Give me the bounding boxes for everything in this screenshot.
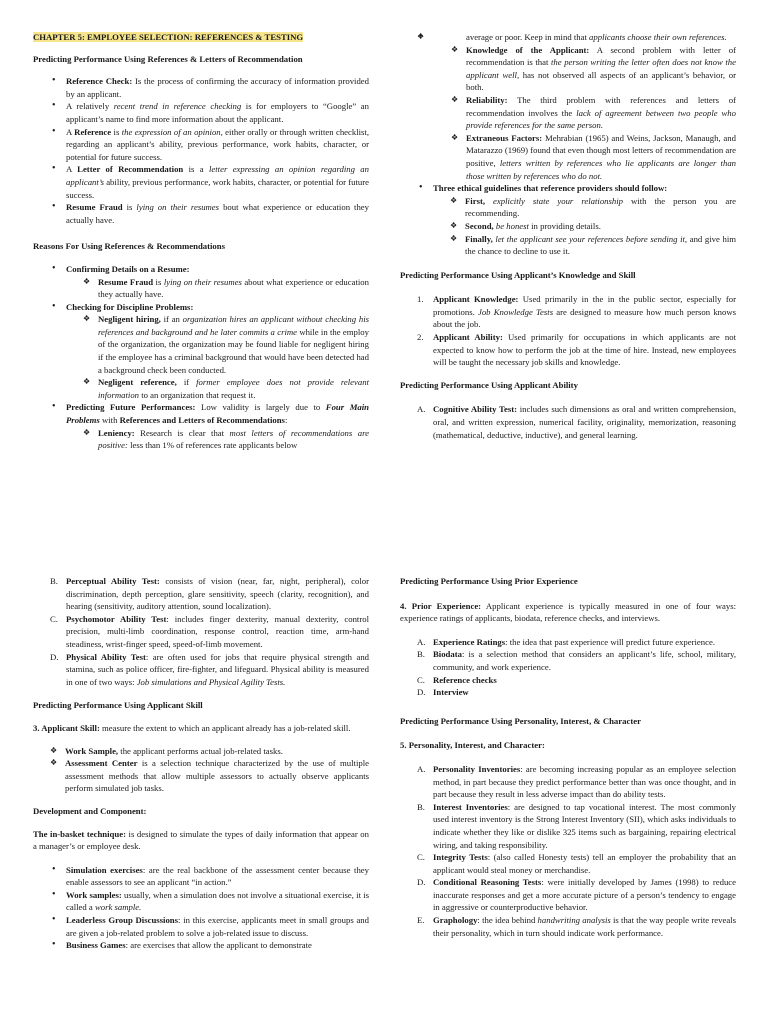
list-item: 1. Applicant Knowledge: Used primarily in the in the public sector, especially for promotions. Job Knowledge Tests are designed to measure how much person knows about the job. [417, 294, 737, 330]
personality-intro: 5. Personality, Interest, and Character: [400, 740, 545, 751]
problems-list [434, 44, 736, 183]
ability-list-a [400, 403, 736, 441]
list-item: ❖ First, explicitly state your relationship with the person you are recommending. [433, 195, 736, 220]
development-list [33, 864, 369, 952]
list-item: • Business Games: are exercises that allow the applicant to demonstrate [33, 939, 369, 952]
section-title-skill: Predicting Performance Using Applicant Skill [33, 700, 203, 711]
list-item: • Three ethical guidelines that reference providers should follow: ❖ First, explicitly state your relationship with the person you are recommending. ❖ Second, be honest in providing details. ❖ Finally, let the applicant see your references before sending it, and give him the chance to decline to use it. [400, 182, 736, 258]
list-item: ❖ Knowledge of the Applicant: A second problem with letter of recommendation is that the person writing the letter often does not know the applicant well, has not observed all aspects of an applicant’s behavior, or both. [434, 44, 736, 94]
list-item: ❖ Reliability: The third problem with references and letters of recommendation involves the lack of agreement between two people who provide references for the same person. [434, 94, 736, 132]
page2-right-column [400, 575, 736, 939]
page1-left-column [33, 31, 369, 452]
list-item: • A Letter of Recommendation is a letter expressing an opinion regarding an applicant’s ability, previous performance, work habits, character, or potential for future success. [33, 163, 369, 201]
list-item: • Predicting Future Performances: Low validity is largely due to Four Main Problems with References and Letters of Recommendations: ❖ Leniency: Research is clear that most letters of recommendations are positive: less than 1% of references rate applicants below [33, 401, 369, 451]
list-item: • Checking for Discipline Problems: ❖ Negligent hiring, if an organization hires an applicant without checking his references and background and he later commits a crime while in the employ of the organization, the organization may be found liable for negligent hiring if the employee has a criminal background that would have been detected had a background check been conducted. ❖ Negligent reference, if former employee does not provide relevant information to an organization that request it. [33, 301, 369, 402]
list-item: D. Physical Ability Test: are often used for jobs that require physical strength and stamina, such as police officer, fire-fighter, and lifeguard. Physical ability is measured in one of two ways: Job simulations and Physical Agility Tests. [50, 651, 370, 687]
ability-list-continued [33, 575, 369, 688]
prior-intro: 4. Prior Experience: Applicant experience is typically measured in one of four ways: experience ratings of applicants, biodata, reference checks, and interviews. [400, 600, 736, 624]
page1-right-column [400, 31, 736, 441]
ethical-list [400, 182, 736, 258]
list-item: ❖ Work Sample, the applicant performs actual job-related tasks. [33, 745, 369, 758]
inbasket-paragraph: The in-basket technique: is designed to simulate the types of daily information that appear on a manager’s or employee desk. [33, 828, 369, 852]
list-item: • A relatively recent trend in reference checking is for employers to “Google” an applicant’s name to find more information about the applicant. [33, 100, 369, 125]
chapter-title: CHAPTER 5: EMPLOYEE SELECTION: REFERENCES & TESTING [33, 32, 304, 42]
section-title-development: Development and Component: [33, 805, 147, 816]
list-item: 2. Applicant Ability: Used primarily for occupations in which applicants are not expected to know how to perform the job at the time of hire. Instead, new employees will be taught the necessary job skills and knowledge. [417, 332, 736, 368]
list-item: ❖ Leniency: Research is clear that most letters of recommendations are positive: less than 1% of references rate applicants below [66, 427, 369, 452]
personality-list [400, 763, 736, 939]
section-title-knowledge: Predicting Performance Using Applicant’s Knowledge and Skill [400, 269, 636, 280]
skill-intro: 3. Applicant Skill: measure the extent to which an applicant already has a job-related skill. [33, 722, 351, 733]
prior-list [400, 636, 736, 699]
section-title-reasons: Reasons For Using References & Recommendations [33, 241, 225, 252]
list-item: D. Interview [417, 687, 469, 698]
reference-bullet-list [33, 75, 369, 226]
list-item: ❖ Negligent reference, if former employee does not provide relevant information to an organization that request it. [66, 376, 369, 401]
list-item: • Confirming Details on a Resume: ❖ Resume Fraud is lying on their resumes about what experience or education they actually have. [33, 263, 369, 301]
list-item: ❖ Resume Fraud is lying on their resumes about what experience or education they actually have. [66, 276, 369, 301]
sub-list [433, 195, 736, 258]
list-item: B. Interest Inventories: are designed to tap vocational interest. The most commonly used interest inventory is the Strong Interest Inventory (SII), which asks individuals to indicate whether they like or dislike 325 items such as bargaining, repairing electrical wiring, and taking responsibility. [417, 801, 736, 850]
list-item: C. Integrity Tests: (also called Honesty tests) tell an employer the probability that an applicant would steal money or merchandise. [417, 852, 736, 875]
list-item: C. Reference checks [417, 674, 497, 685]
list-item: ❖ Second, be honest in providing details. [433, 220, 736, 233]
list-item: A. Personality Inventories: are becoming increasing popular as an employee selection method, in part because they predict performance better than was once thought, and in part because they result in less adverse impact than do ability tests. [417, 763, 736, 800]
reasons-bullet-list [33, 263, 369, 452]
list-item: A. Cognitive Ability Test: includes such dimensions as oral and written comprehension, oral, and written expression, numerical facility, originality, memorization, reasoning (mathematical, deductive, inductive), and general learning. [417, 404, 736, 440]
list-item: A. Experience Ratings: the idea that past experience will predict future experience. [417, 636, 716, 647]
list-item: • Reference Check: Is the process of confirming the accuracy of information provided by an applicant. [33, 75, 369, 100]
list-item: E. Graphology: the idea behind handwriting analysis is that the way people write reveals their personality, which in turn should indicate work performance. [417, 915, 736, 938]
list-item [400, 31, 736, 44]
section-title-personality: Predicting Performance Using Personality, Interest, & Character [400, 715, 641, 726]
sub-list [400, 31, 736, 44]
knowledge-list [400, 293, 736, 369]
list-item: C. Psychomotor Ability Test: includes finger dexterity, manual dexterity, control precision, multi-limb coordination, response control, reaction time, arm-hand steadiness, wrist-finger speed, speed-of-limb movement. [50, 613, 369, 649]
list-item: ❖ Extraneous Factors: Mehrabian (1965) and Weins, Jackson, Manaugh, and Matarazzo (1969) found that even though most letters of recommendation are positive, letters written by references who lie applicants are longer than those written by references who do not. [434, 132, 736, 182]
section-title-prior: Predicting Performance Using Prior Experience [400, 576, 578, 586]
right-bullet-list [400, 31, 736, 44]
list-item: • Leaderless Group Discussions: in this exercise, applicants meet in small groups and are given a job-related problem to solve a job-related issue to discuss. [33, 914, 369, 939]
list-item: D. Conditional Reasoning Tests: were initially developed by James (1998) to reduce inaccurate responses and get a more accurate picture of a person’s tendency to engage in aggressive or counterproductive behavior. [417, 877, 736, 913]
list-item: • Simulation exercises: are the real backbone of the assessment center because they enable assessors to see an applicant “in action.” [33, 864, 369, 889]
list-item: ❖ Finally, let the applicant see your references before sending it, and give him the chance to decline to use it. [433, 233, 736, 258]
list-item: ❖ Assessment Center is a selection technique characterized by the use of multiple assessment methods that allow multiple assessors to actually observe applicants perform simulated job tasks. [33, 757, 369, 795]
section-title-ability: Predicting Performance Using Applicant Ability [400, 379, 578, 390]
list-item: ❖ Negligent hiring, if an organization hires an applicant without checking his references and background and he later commits a crime while in the employ of the organization, the organization may be found liable for negligent hiring if the employee has a criminal background that would have been detected had a background check been conducted. [66, 313, 369, 376]
list-item: • Work samples: usually, when a simulation does not involve a situational exercise, it is called a work sample. [33, 889, 369, 914]
sub-list [66, 313, 369, 401]
section-title-references: Predicting Performance Using References & Letters of Recommendation [33, 53, 303, 64]
list-item-continued: ❖ • average or poor. Keep in mind that applicants choose their own references. [400, 31, 736, 44]
skill-list [33, 745, 369, 795]
list-item: B. Biodata: is a selection method that considers an applicant’s life, school, military, community, and work experience. [417, 649, 736, 672]
list-item: B. Perceptual Ability Test: consists of vision (near, far, night, peripheral), color discrimination, depth perception, glare sensitivity, speech (clarity, recognition), and hearing (sensitivity, auditory attention, sound localization). [50, 576, 369, 612]
page2-left-column [33, 575, 369, 952]
list-item: • A Reference is the expression of an opinion, either orally or through written checklist, regarding an applicant’s ability, previous performance, work habits, character, or potential for future success. [33, 126, 369, 164]
sub-list [66, 427, 369, 452]
list-item: • Resume Fraud is lying on their resumes bout what experience or education they actually have. [33, 201, 369, 226]
sub-list [66, 276, 369, 301]
